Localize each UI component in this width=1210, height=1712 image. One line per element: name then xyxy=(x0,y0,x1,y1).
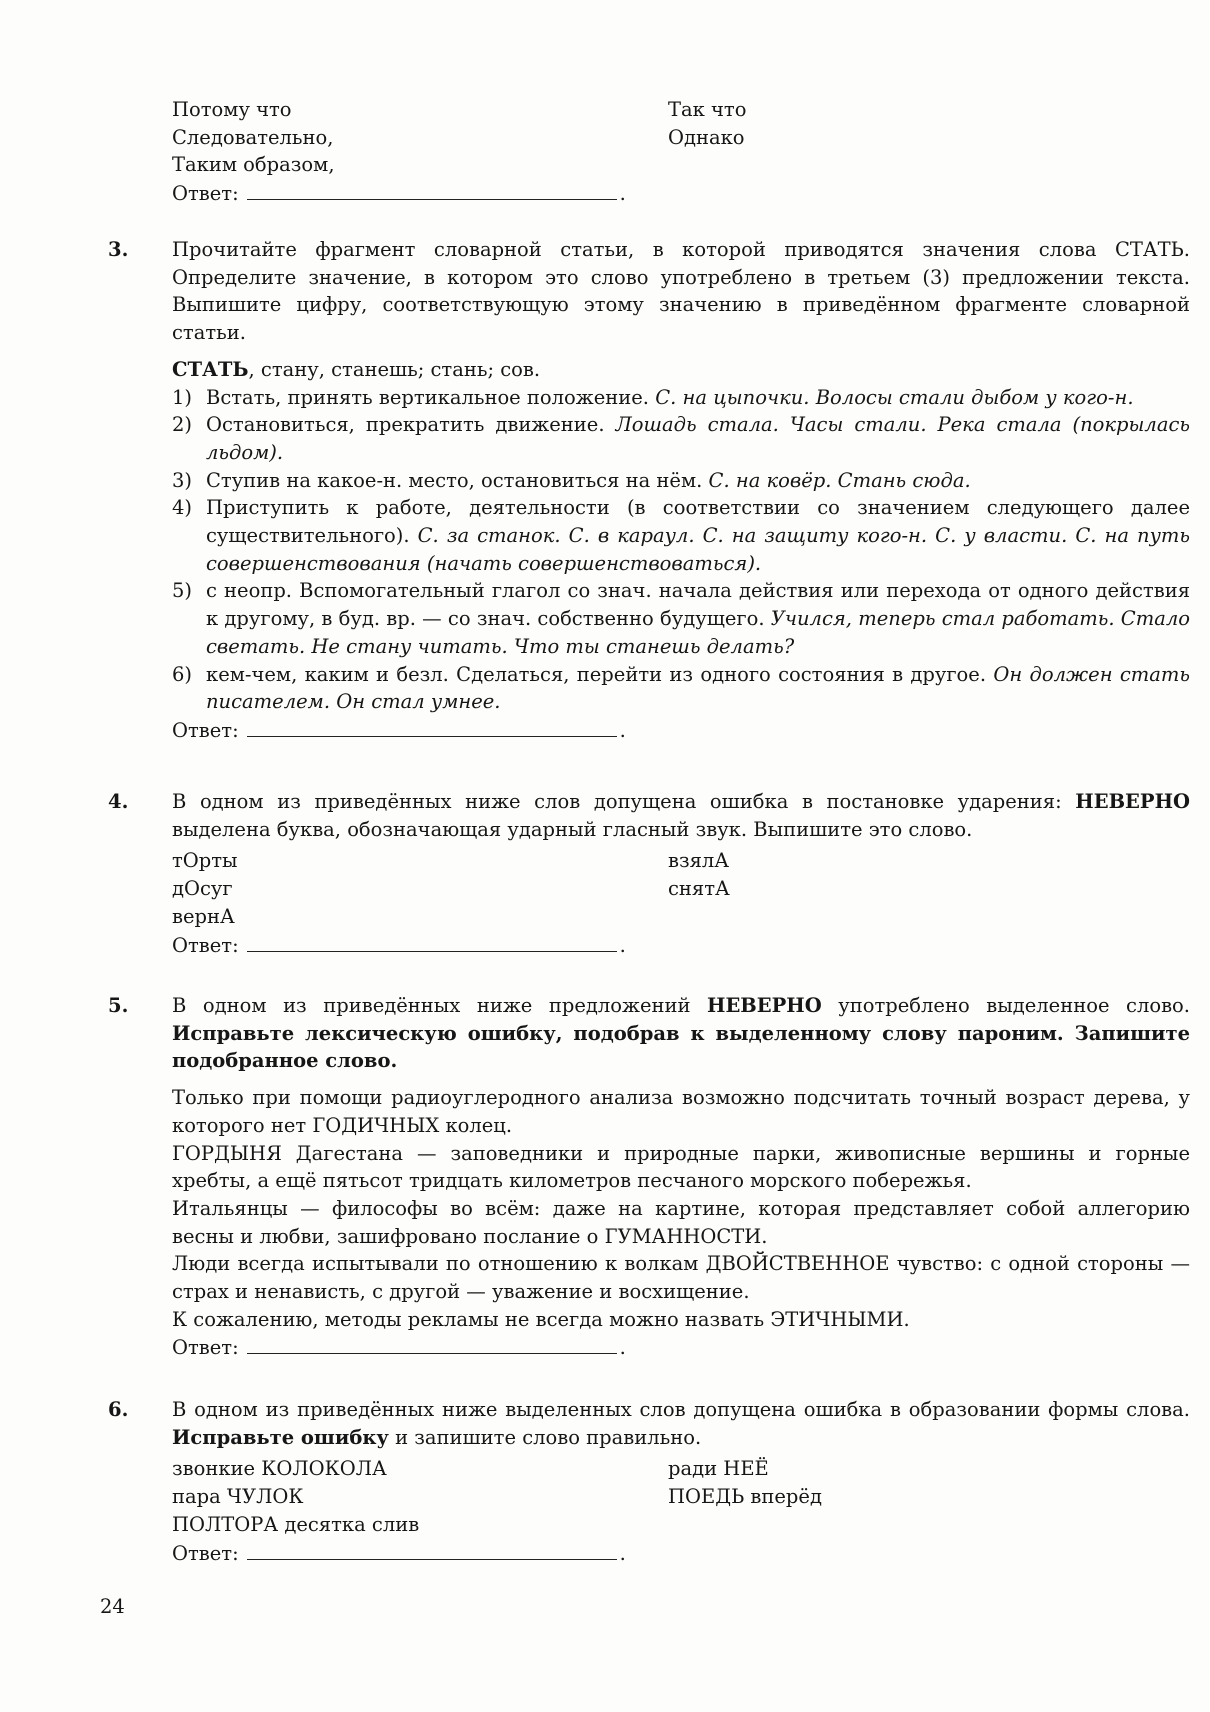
answer-label: Ответ: xyxy=(172,1336,239,1360)
word-columns xyxy=(172,847,1190,930)
meaning-item: 5) с неопр. Вспомогательный глагол со знач. начала действия или перехода от одного действия к другому, в буд. вр. — со знач. собственно будущего. Учился, теперь стал работать. Стало светать. Не стану читать. Что ты станешь делать? xyxy=(172,579,1190,658)
word-columns xyxy=(172,1455,1190,1538)
sentence: К сожалению, методы рекламы не всегда можно назвать ЭТИЧНЫМИ. xyxy=(172,1307,910,1331)
answer-field-task-4[interactable]: Ответ: . xyxy=(172,931,1190,960)
answer-line[interactable] xyxy=(247,931,617,952)
task-instruction: В одном из приведённых ниже предложений НЕВЕРНО употреблено выделенное слово. Исправьте лексическую ошибку, подобрав к выделенному слову пароним. Запишите подобранное слово. xyxy=(172,994,1190,1073)
word-option: Потому что xyxy=(172,98,292,121)
answer-label: Ответ: xyxy=(172,933,239,957)
answer-label: Ответ: xyxy=(172,1541,239,1565)
task-number: 6. xyxy=(108,1398,129,1421)
meaning-item: 1) Встать, принять вертикальное положение. С. на цыпочки. Волосы стали дыбом у кого-н. xyxy=(172,385,1134,409)
task-number: 3. xyxy=(108,238,129,261)
task-2-continuation xyxy=(108,96,1190,208)
task-number: 4. xyxy=(108,790,129,813)
word-option: взялА xyxy=(668,849,730,873)
task-instruction: Прочитайте фрагмент словарной статьи, в которой приводятся значения слова СТАТЬ. Определите значение, в котором это слово употреблено в третьем (3) предложении текста. Выпишите цифру, соответствующую этому значению в приведённом фрагменте словарной статьи. xyxy=(172,238,1190,345)
answer-line[interactable] xyxy=(247,179,617,200)
word-columns xyxy=(172,96,1190,179)
task-4 xyxy=(108,788,1190,959)
word-option: Следовательно, xyxy=(172,125,334,149)
task-instruction: В одном из приведённых ниже слов допущена ошибка в постановке ударения: НЕВЕРНО выделена буква, обозначающая ударный гласный звук. Выпишите это слово. xyxy=(172,790,1190,841)
answer-label: Ответ: xyxy=(172,182,239,206)
word-option: дОсуг xyxy=(172,877,233,901)
sentence: ГОРДЫНЯ Дагестана — заповедники и природные парки, живописные вершины и горные хребты, а ещё пятьсот тридцать километров песчаного морского побережья. xyxy=(172,1141,1190,1193)
answer-label: Ответ: xyxy=(172,718,239,742)
word-option: снятА xyxy=(668,877,730,901)
dictionary-meanings xyxy=(172,384,1190,716)
dictionary-headword: СТАТЬ, стану, станешь; стань; сов. xyxy=(172,357,541,381)
task-number: 5. xyxy=(108,994,129,1017)
answer-line[interactable] xyxy=(247,716,617,737)
word-option: ПОЕДЬ вперёд xyxy=(668,1485,822,1509)
word-option: Таким образом, xyxy=(172,153,335,177)
meaning-item: 4) Приступить к работе, деятельности (в соответствии со значением следующего далее существительного). С. за станок. С. в караул. С. на защиту кого-н. С. у власти. С. на путь совершенствования (начать совершенствоваться). xyxy=(172,496,1190,575)
answer-field-task-2[interactable]: Ответ: . xyxy=(172,179,1190,208)
meaning-item: 6) кем-чем, каким и безл. Сделаться, перейти из одного состояния в другое. Он должен стать писателем. Он стал умнее. xyxy=(172,662,1190,714)
word-option: Однако xyxy=(668,125,745,149)
answer-field-task-3[interactable]: Ответ: . xyxy=(172,716,1190,745)
answer-line[interactable] xyxy=(247,1539,617,1560)
sentence: Люди всегда испытывали по отношению к волкам ДВОЙСТВЕННОЕ чувство: с одной стороны — страх и ненависть, с другой — уважение и восхищение. xyxy=(172,1252,1190,1304)
answer-line[interactable] xyxy=(247,1333,617,1354)
answer-field-task-6[interactable]: Ответ: . xyxy=(172,1539,1190,1568)
page-number: 24 xyxy=(100,1595,125,1618)
task-3 xyxy=(108,236,1190,745)
task-instruction: В одном из приведённых ниже выделенных слов допущена ошибка в образовании формы слова. Исправьте ошибку и запишите слово правильно. xyxy=(172,1398,1190,1449)
answer-field-task-5[interactable]: Ответ: . xyxy=(172,1333,1190,1362)
word-option: звонкие КОЛОКОЛА xyxy=(172,1457,387,1481)
word-option: ради НЕЁ xyxy=(668,1457,769,1481)
sentence: Итальянцы — философы во всём: даже на картине, которая представляет собой аллегорию весны и любви, зашифровано послание о ГУМАННОСТИ. xyxy=(172,1196,1190,1248)
word-option: пара ЧУЛОК xyxy=(172,1485,304,1509)
task-6 xyxy=(108,1396,1190,1567)
word-option: Так что xyxy=(668,98,747,121)
task-5 xyxy=(108,992,1190,1362)
sentence: Только при помощи радиоуглеродного анализа возможно подсчитать точный возраст дерева, у которого нет ГОДИЧНЫХ колец. xyxy=(172,1086,1190,1137)
word-option: тОрты xyxy=(172,849,238,873)
meaning-item: 2) Остановиться, прекратить движение. Лошадь стала. Часы стали. Река стала (покрылась льдом). xyxy=(172,413,1190,464)
word-option: ПОЛТОРА десятка слив xyxy=(172,1512,420,1536)
meaning-item: 3) Ступив на какое-н. место, остановиться на нём. С. на ковёр. Стань сюда. xyxy=(172,468,971,492)
word-option: вернА xyxy=(172,904,235,928)
